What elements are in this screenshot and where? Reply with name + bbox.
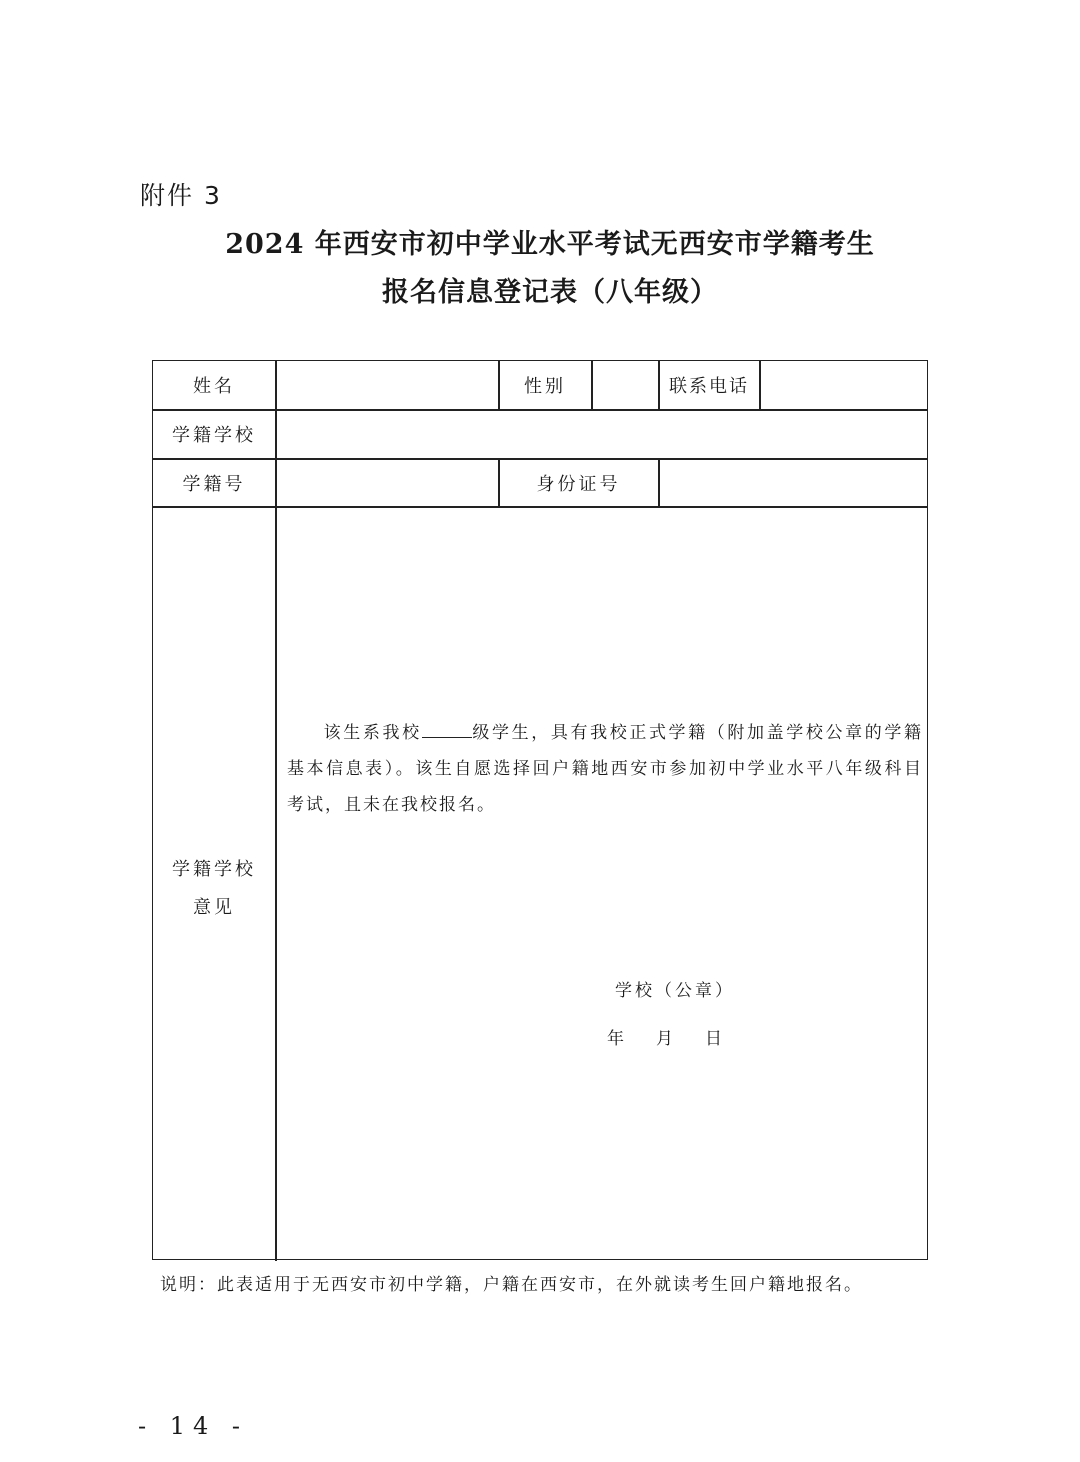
attachment-label: 附件 3 [140,181,222,210]
school-opinion-label [153,851,275,927]
name-field[interactable] [276,361,498,409]
registration-form-table [152,360,928,1260]
gender-label: 性别 [524,376,566,397]
id-card-field[interactable] [659,459,927,506]
page-number: - 14 - [138,1412,249,1440]
date-year: 年 [607,1029,624,1049]
grade-blank-field[interactable] [422,721,472,738]
school-field[interactable] [276,410,927,458]
date-month: 月 [656,1029,673,1049]
date-line [607,1024,722,1049]
phone-field[interactable] [760,361,927,409]
statement-part1: 该生系我校 [323,723,422,743]
statement-part2: 级学生，具有我校正式学籍（附加盖学校公章的学籍基本信息表）。该生自愿选择回户籍地西安市参加初中学业水平八年级科目考试，且未在我校报名。 [287,723,924,815]
student-id-field[interactable] [276,459,498,506]
form-title-line1: 2024 年西安市初中学业水平考试无西安市学籍考生 [225,229,875,260]
school-statement [287,715,923,823]
form-title-line2: 报名信息登记表（八年级） [382,277,718,308]
phone-label: 联系电话 [669,376,749,397]
opinion-label-line1: 学籍学校 [172,859,256,880]
id-card-label: 身份证号 [536,473,621,495]
row-divider [153,506,927,508]
name-label: 姓名 [193,376,235,397]
school-seal-label: 学校（公章） [615,981,735,1001]
opinion-label-line2: 意见 [193,897,235,918]
student-id-label: 学籍号 [182,473,246,495]
form-note: 说明：此表适用于无西安市初中学籍，户籍在西安市，在外就读考生回户籍地报名。 [160,1275,863,1295]
gender-field[interactable] [592,361,658,409]
date-day: 日 [705,1029,722,1049]
school-label: 学籍学校 [172,425,256,446]
